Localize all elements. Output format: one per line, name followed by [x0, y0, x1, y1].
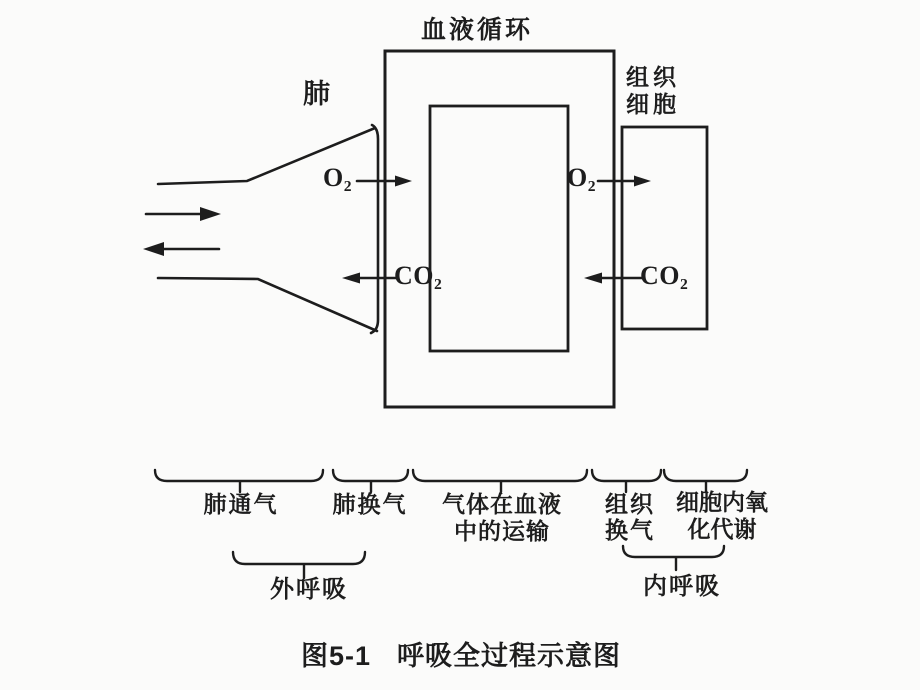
blood-circulation-label: 血液循环 — [421, 16, 534, 44]
stage-tissue-exchange-label-line1: 组织 — [605, 491, 655, 517]
co2-left-label: CO₂ — [394, 261, 443, 290]
stage-ventilation-label: 肺通气 — [203, 491, 279, 517]
brace-tissue-exchange — [592, 470, 661, 492]
o2-left-label: O₂ — [323, 163, 353, 192]
exhale-arrow — [143, 242, 219, 256]
stage-tissue-exchange-label-line2: 换气 — [605, 517, 655, 543]
stage-transport-label — [412, 491, 592, 545]
internal-respiration-label: 内呼吸 — [643, 573, 721, 600]
lung-funnel-mouth-line — [371, 125, 378, 333]
figure-caption — [301, 641, 621, 671]
o2-blood-to-tissue-arrow — [598, 176, 651, 187]
inner-vessel-box — [430, 106, 568, 351]
external-respiration-label: 外呼吸 — [270, 576, 348, 603]
tissue-cells-label — [626, 64, 680, 118]
tissue-cells-label-line2: 细胞 — [626, 91, 680, 117]
stage-cellular-metabolism-label-line1: 细胞内氧 — [676, 489, 768, 515]
stage-cellular-metabolism-label — [652, 489, 792, 543]
inhale-arrow — [146, 207, 221, 221]
co2-blood-to-lung-arrow — [342, 273, 397, 284]
stage-pulmonary-exchange-label: 肺换气 — [332, 491, 408, 517]
tissue-cells-label-line1: 组织 — [626, 64, 680, 90]
figure-title: 呼吸全过程示意图 — [397, 641, 622, 671]
brace-internal-respiration — [623, 546, 724, 570]
co2-right-label: CO₂ — [640, 261, 689, 290]
blood-circulation-box — [385, 51, 614, 407]
stage-cellular-metabolism-label-line2: 化代谢 — [687, 516, 757, 542]
lung-label: 肺 — [303, 79, 330, 109]
o2-right-label: O₂ — [567, 163, 597, 192]
tissue-cells-box — [622, 127, 707, 329]
lung-funnel-bottom-line — [158, 278, 377, 331]
stage-transport-label-line2: 中的运输 — [454, 518, 550, 544]
brace-pulmonary-exchange — [333, 470, 408, 492]
brace-external-respiration — [233, 552, 365, 578]
figure-number: 图5-1 — [301, 641, 372, 671]
brace-transport — [413, 470, 587, 492]
brace-ventilation — [155, 470, 323, 492]
stage-transport-label-line1: 气体在血液 — [442, 491, 562, 517]
